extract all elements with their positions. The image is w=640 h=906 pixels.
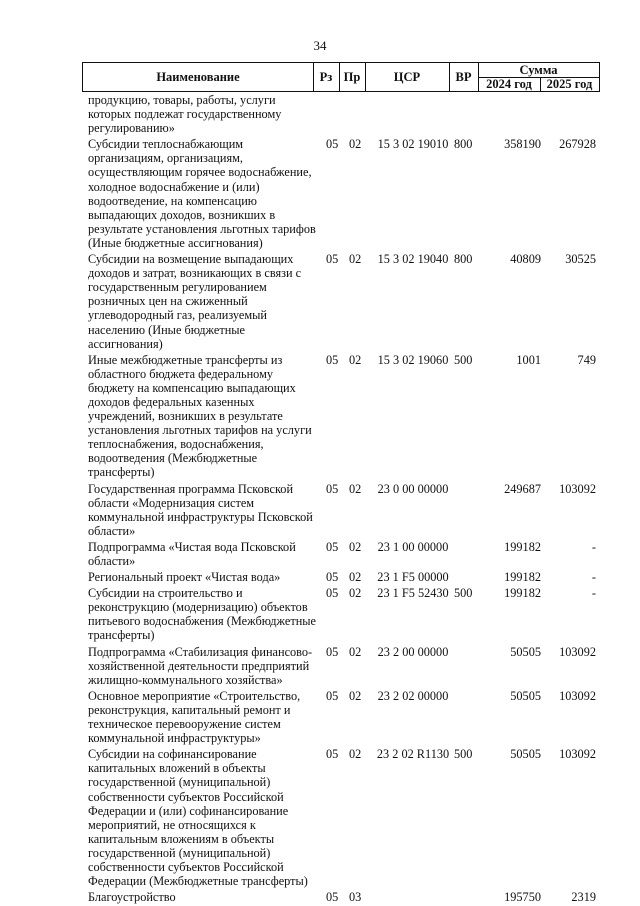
row-sum-2025: 30525 — [565, 252, 596, 267]
row-pr: 03 — [349, 890, 362, 905]
table-row — [88, 252, 600, 351]
row-rz: 05 — [326, 747, 339, 762]
row-sum-2025: 267928 — [559, 137, 596, 152]
row-csr: 23 2 00 00000 — [377, 644, 449, 659]
table-row — [88, 353, 600, 480]
row-name: Региональный проект «Чистая вода» — [88, 570, 281, 585]
row-sum-2025: 749 — [577, 352, 596, 367]
row-sum-2024: 40809 — [510, 252, 541, 267]
row-csr: 23 0 00 00000 — [377, 481, 449, 496]
table-row — [88, 586, 600, 642]
row-vr: 800 — [454, 137, 473, 152]
table-row — [88, 645, 600, 687]
header-pr: Пр — [343, 69, 361, 84]
row-sum-2025: 103092 — [559, 481, 596, 496]
row-pr: 02 — [349, 352, 362, 367]
row-sum-2025: - — [591, 586, 596, 601]
header-rz: Рз — [319, 69, 333, 84]
page-number: 34 — [313, 38, 327, 53]
row-csr: 15 3 02 19010 — [377, 137, 449, 152]
table-row — [88, 570, 600, 584]
table-row — [88, 890, 600, 904]
row-pr: 02 — [349, 747, 362, 762]
row-pr: 02 — [349, 688, 362, 703]
row-rz: 05 — [326, 252, 339, 267]
header-name: Наименование — [156, 69, 240, 84]
table-row — [88, 689, 600, 745]
row-name: Иные межбюджетные трансферты из областного бюджета федеральному бюджету на компенсацию выпадающих доходов федеральных казенных учреждений, возникших в результате установления льготных тарифов на услуги теплоснабжения, водоснабжения, водоотведения (Межбюджетные трансферты) — [88, 352, 312, 480]
row-rz: 05 — [326, 688, 339, 703]
row-name: Субсидии на софинансирование капитальных вложений в объекты государственной (муниципальной) собственности субъектов Российской Федерации и (или) софинансирование мероприятий, не относящихся к капитальным вложениям в объекты государственной (муниципальной) собственности субъектов Российской Федерации (Межбюджетные трансферты) — [88, 747, 308, 889]
row-pr: 02 — [349, 644, 362, 659]
table-row — [88, 482, 600, 538]
row-sum-2025: - — [591, 570, 596, 585]
row-name: Субсидии теплоснабжающим организациям, организациям, осуществляющим горячее водоснабжение, холодное водоснабжение и (или) водоотведение, на компенсацию выпадающих доходов, возникших в результате установления льготных тарифов (Иные бюджетные ассигнования) — [88, 137, 316, 250]
row-sum-2024: 50505 — [510, 688, 541, 703]
row-sum-2024: 1001 — [516, 352, 541, 367]
table-row — [88, 747, 600, 888]
header-year-2025: 2025 год — [546, 77, 593, 91]
row-rz: 05 — [326, 352, 339, 367]
table-row — [88, 93, 600, 135]
row-pr: 02 — [349, 539, 362, 554]
header-vr: ВР — [455, 69, 472, 84]
row-sum-2025: 2319 — [571, 890, 596, 905]
row-name: продукцию, товары, работы, услуги которых подлежат государственному регулированию» — [88, 93, 282, 136]
row-sum-2025: 103092 — [559, 747, 596, 762]
row-pr: 02 — [349, 252, 362, 267]
row-sum-2024: 199182 — [504, 539, 541, 554]
table-row — [88, 540, 600, 568]
row-sum-2024: 199182 — [504, 586, 541, 601]
row-sum-2024: 195750 — [504, 890, 541, 905]
row-csr: 15 3 02 19040 — [377, 252, 449, 267]
row-name: Благоустройство — [88, 890, 176, 905]
row-rz: 05 — [326, 570, 339, 585]
row-csr: 23 2 02 00000 — [377, 688, 449, 703]
row-name: Подпрограмма «Стабилизация финансово-хозяйственной деятельности предприятий жилищно-коммунального хозяйства» — [88, 644, 313, 687]
header-sum: Сумма — [519, 62, 558, 77]
row-csr: 23 1 00 00000 — [377, 539, 449, 554]
row-csr: 23 1 F5 52430 — [377, 586, 449, 601]
row-rz: 05 — [326, 539, 339, 554]
row-name: Субсидии на строительство и реконструкцию (модернизацию) объектов питьевого водоснабжения (Межбюджетные трансферты) — [88, 586, 316, 643]
row-pr: 02 — [349, 586, 362, 601]
row-name: Основное мероприятие «Строительство, реконструкция, капитальный ремонт и техническое перевооружение систем коммунальной инфраструктуры» — [88, 688, 301, 746]
table-row — [88, 137, 600, 250]
row-rz: 05 — [326, 137, 339, 152]
row-name: Субсидии на возмещение выпадающих доходов и затрат, возникающих в связи с государственным регулированием розничных цен на сжиженный углеводородный газ, реализуемый населению (Иные бюджетные ассигнования) — [88, 252, 302, 351]
row-name: Государственная программа Псковской области «Модернизация систем коммунальной инфраструктуры Псковской области» — [88, 481, 313, 538]
row-sum-2024: 50505 — [510, 747, 541, 762]
header-csr: ЦСР — [393, 69, 421, 84]
row-vr: 500 — [454, 747, 473, 762]
row-rz: 05 — [326, 644, 339, 659]
row-sum-2024: 199182 — [504, 570, 541, 585]
row-sum-2024: 358190 — [504, 137, 541, 152]
row-sum-2024: 50505 — [510, 644, 541, 659]
row-sum-2025: 103092 — [559, 644, 596, 659]
row-pr: 02 — [349, 570, 362, 585]
table-header — [82, 62, 600, 92]
row-pr: 02 — [349, 137, 362, 152]
row-sum-2025: 103092 — [559, 688, 596, 703]
row-name: Подпрограмма «Чистая вода Псковской области» — [88, 539, 296, 568]
row-csr: 23 2 02 R1130 — [376, 747, 450, 762]
row-sum-2024: 249687 — [504, 481, 541, 496]
row-rz: 05 — [326, 481, 339, 496]
header-year-2024: 2024 год — [486, 77, 532, 91]
row-sum-2025: - — [591, 539, 596, 554]
row-rz: 05 — [326, 586, 339, 601]
row-pr: 02 — [349, 481, 362, 496]
row-vr: 500 — [454, 352, 473, 367]
row-vr: 800 — [454, 252, 473, 267]
row-rz: 05 — [326, 890, 339, 905]
row-vr: 500 — [454, 586, 473, 601]
table-body — [88, 93, 600, 906]
row-csr: 15 3 02 19060 — [377, 352, 449, 367]
row-csr: 23 1 F5 00000 — [377, 570, 449, 585]
